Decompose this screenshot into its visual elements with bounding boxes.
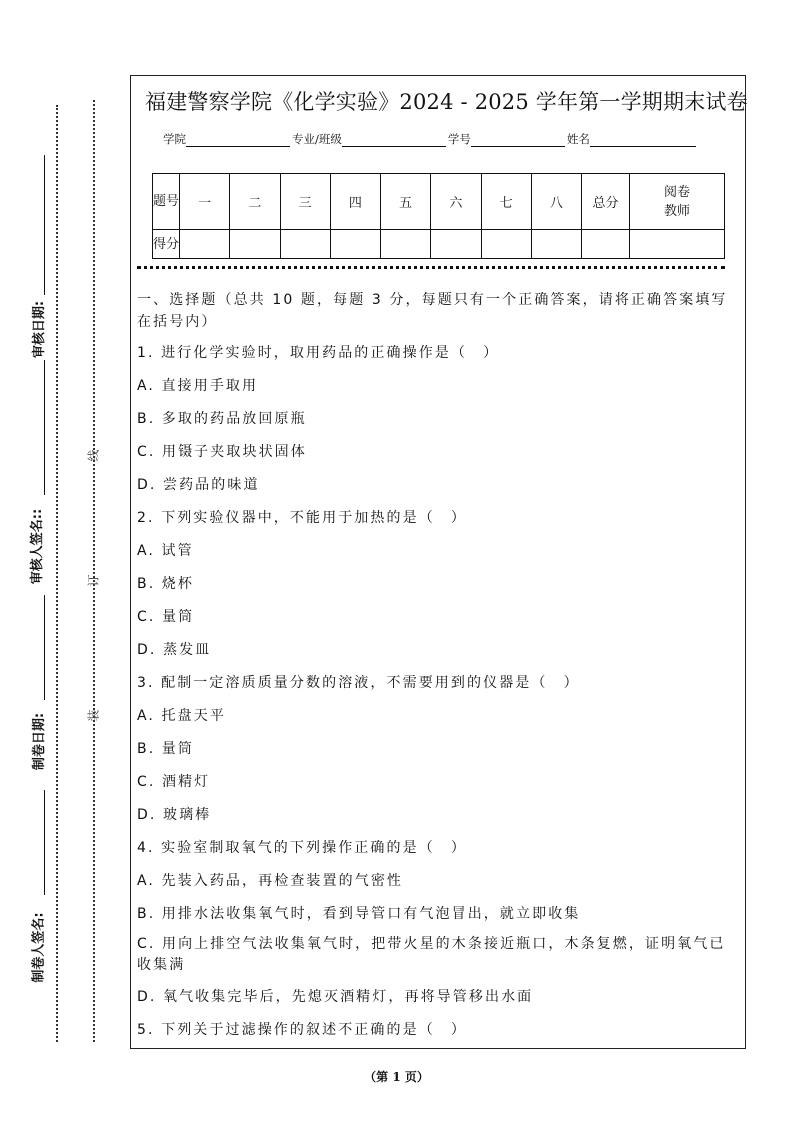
header-cell: 四: [330, 174, 380, 230]
reviewer-sign-line: [44, 360, 45, 495]
student-info-fields: [163, 131, 698, 147]
option: A. 托盘天平: [137, 708, 226, 724]
question: 4. 实验室制取氧气的下列操作正确的是（ ）: [137, 840, 468, 856]
exam-content: [137, 289, 745, 1047]
header-cell-total: 总分: [582, 174, 630, 230]
score-cell[interactable]: [381, 230, 431, 259]
option: B. 量筒: [137, 741, 195, 757]
row-label-question-no: 题号: [153, 174, 180, 230]
binding-mark-staple: 订: [86, 574, 101, 587]
major-label: 专业/班级: [292, 132, 342, 146]
score-cell[interactable]: [280, 230, 330, 259]
option: A. 直接用手取用: [137, 378, 259, 394]
paper-date-label: 制卷日期:: [32, 712, 48, 771]
score-table-score-row: [153, 230, 725, 259]
option: C. 用镊子夹取块状固体: [137, 444, 307, 460]
college-label: 学院: [163, 132, 186, 146]
header-cell: 三: [280, 174, 330, 230]
header-cell: 五: [381, 174, 431, 230]
score-cell[interactable]: [531, 230, 581, 259]
option: A. 先装入药品，再检查装置的气密性: [137, 873, 404, 889]
review-date-label: 审核日期:: [32, 300, 48, 359]
option: B. 多取的药品放回原瓶: [137, 411, 307, 427]
major-field[interactable]: [342, 133, 446, 147]
score-cell-total[interactable]: [582, 230, 630, 259]
header-cell: 八: [531, 174, 581, 230]
question: 5. 下列关于过滤操作的叙述不正确的是（ ）: [137, 1022, 468, 1038]
option: D. 氧气收集完毕后，先熄灭酒精灯，再将导管移出水面: [137, 989, 534, 1005]
student-id-label: 学号: [447, 132, 471, 146]
option: C. 用向上排空气法收集氧气时，把带火星的木条接近瓶口，木条复燃，证明氧气已收集满: [137, 936, 726, 973]
score-cell[interactable]: [230, 230, 280, 259]
option: B. 用排水法收集氧气时，看到导管口有气泡冒出，就立即收集: [137, 906, 581, 922]
student-id-field[interactable]: [471, 133, 565, 147]
binding-mark-bind: 装: [86, 709, 101, 722]
reviewer-sign-label: 审核人签名::: [30, 508, 46, 585]
maker-sign-line: [44, 790, 45, 895]
binding-dotted-line-inner: [93, 100, 95, 1042]
option: C. 量筒: [137, 609, 195, 625]
option: B. 烧杯: [137, 576, 195, 592]
paper-date-line: [44, 595, 45, 700]
maker-sign-label: 制卷人签名:: [31, 912, 47, 983]
option: D. 尝药品的味道: [137, 477, 260, 493]
option: D. 蒸发皿: [137, 642, 212, 658]
header-cell: 六: [431, 174, 481, 230]
score-cell-grader[interactable]: [630, 230, 725, 259]
option: C. 酒精灯: [137, 774, 211, 790]
separator-dotted-line: [137, 266, 725, 269]
review-date-line: [44, 155, 45, 295]
header-cell: 七: [481, 174, 531, 230]
option: A. 试管: [137, 543, 194, 559]
header-cell: 二: [230, 174, 280, 230]
name-label: 姓名: [566, 132, 590, 146]
college-field[interactable]: [186, 133, 290, 147]
score-table: [152, 173, 725, 259]
header-cell-grader: 阅卷教师: [630, 174, 725, 230]
score-cell[interactable]: [330, 230, 380, 259]
binding-dotted-line-outer: [56, 105, 58, 1042]
question: 3. 配制一定溶质质量分数的溶液，不需要用到的仪器是（ ）: [137, 675, 580, 691]
score-cell[interactable]: [180, 230, 230, 259]
name-field[interactable]: [590, 133, 696, 147]
page-title: 福建警察学院《化学实验》2024 - 2025 学年第一学期期末试卷: [145, 90, 748, 114]
binding-mark-line: 线: [86, 449, 101, 462]
score-cell[interactable]: [431, 230, 481, 259]
score-cell[interactable]: [481, 230, 531, 259]
section-heading: 一、选择题（总共 10 题，每题 3 分，每题只有一个正确答案，请将正确答案填写在括号内）: [137, 292, 728, 330]
header-cell: 一: [180, 174, 230, 230]
score-table-header-row: [153, 174, 725, 230]
page-number: （第 1 页）: [364, 1070, 429, 1084]
row-label-score: 得分: [153, 230, 180, 259]
question: 2. 下列实验仪器中，不能用于加热的是（ ）: [137, 510, 468, 526]
question: 1. 进行化学实验时，取用药品的正确操作是（ ）: [137, 345, 500, 361]
option: D. 玻璃棒: [137, 807, 212, 823]
